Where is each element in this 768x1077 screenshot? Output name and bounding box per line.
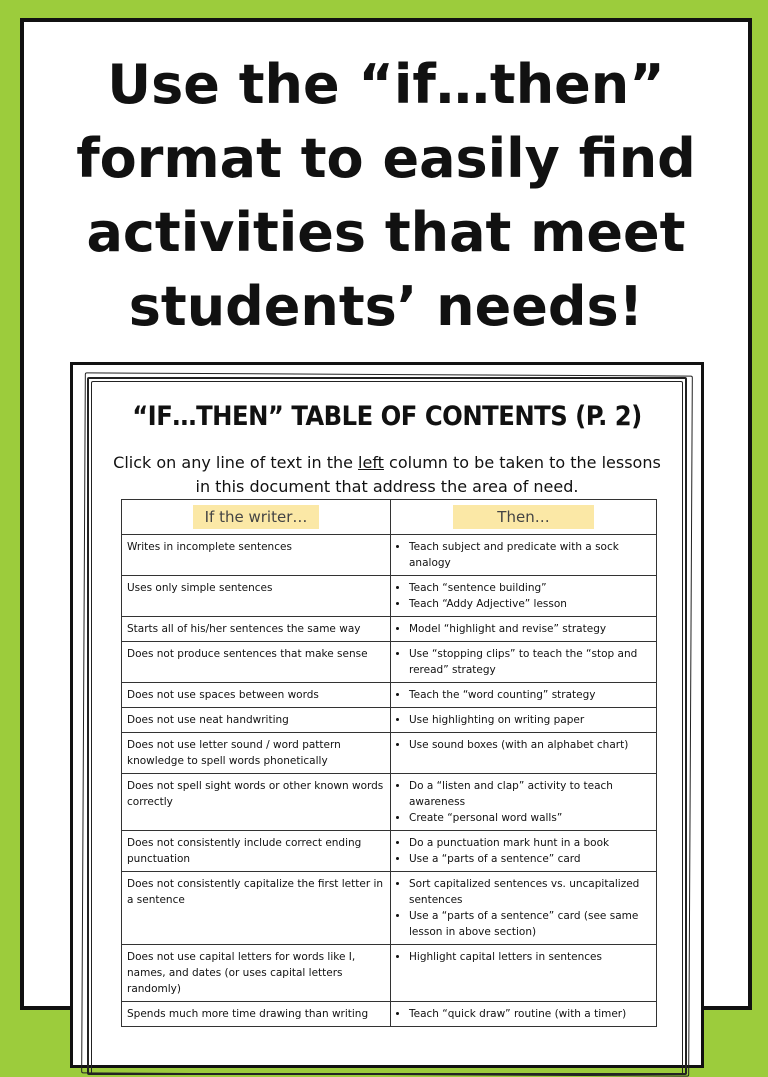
then-item: • Use sound boxes (with an alphabet chart)	[409, 737, 651, 753]
table-row	[122, 831, 657, 872]
if-cell-link[interactable]: Does not consistently capitalize the first letter in a sentence	[122, 872, 391, 945]
if-cell-link[interactable]: Does not use capital letters for words like I, names, and dates (or uses capital letters randomly)	[122, 945, 391, 1002]
then-list	[396, 712, 651, 728]
table-row	[122, 617, 657, 642]
if-cell-link[interactable]: Does not use neat handwriting	[122, 708, 391, 733]
then-cell	[391, 945, 657, 1002]
table-row	[122, 1002, 657, 1027]
then-cell	[391, 831, 657, 872]
table-body	[122, 535, 657, 1027]
headline-line-4: students’ needs!	[128, 275, 644, 338]
then-list	[396, 1006, 651, 1022]
then-item: • Do a “listen and clap” activity to teach awareness	[409, 778, 651, 810]
headline-line-3: activities that meet	[86, 201, 686, 264]
table-row	[122, 872, 657, 945]
table-row	[122, 708, 657, 733]
then-list	[396, 778, 651, 826]
then-cell	[391, 1002, 657, 1027]
if-cell-link[interactable]: Does not use spaces between words	[122, 683, 391, 708]
then-list	[396, 949, 651, 965]
table-row	[122, 774, 657, 831]
headline-line-2: format to easily find	[76, 127, 696, 190]
header-label: If the writer…	[193, 505, 320, 529]
if-cell-link[interactable]: Does not spell sight words or other known words correctly	[122, 774, 391, 831]
then-cell	[391, 683, 657, 708]
header-label: Then…	[453, 505, 593, 529]
document-title: “IF…THEN” TABLE OF CONTENTS (P. 2)	[132, 401, 642, 432]
table-header-row	[122, 500, 657, 535]
if-cell-link[interactable]: Uses only simple sentences	[122, 576, 391, 617]
then-list	[396, 876, 651, 940]
then-list	[396, 539, 651, 571]
if-then-table	[121, 499, 657, 1027]
then-item: • Highlight capital letters in sentences	[409, 949, 651, 965]
then-item: • Use a “parts of a sentence” card	[409, 851, 651, 867]
if-cell-link[interactable]: Starts all of his/her sentences the same way	[122, 617, 391, 642]
subtitle-text: Click on any line of text in the	[113, 453, 359, 472]
then-item: • Teach “quick draw” routine (with a timer)	[409, 1006, 651, 1022]
subtitle-text: column to be taken to the lessons in this document that address the area of need.	[195, 453, 661, 496]
document-subtitle	[113, 451, 661, 499]
then-cell	[391, 576, 657, 617]
then-cell	[391, 535, 657, 576]
subtitle-left-word: left	[358, 453, 384, 472]
then-list	[396, 646, 651, 678]
then-cell	[391, 617, 657, 642]
then-item: • Teach subject and predicate with a sock analogy	[409, 539, 651, 571]
content-panel	[20, 18, 752, 1020]
then-list	[396, 835, 651, 867]
then-item: • Teach “Addy Adjective” lesson	[409, 596, 651, 612]
if-cell-link[interactable]: Does not produce sentences that make sense	[122, 642, 391, 683]
headline	[24, 48, 748, 344]
table-row	[122, 576, 657, 617]
then-item: • Use “stopping clips” to teach the “stop and reread” strategy	[409, 646, 651, 678]
then-item: • Use a “parts of a sentence” card (see same lesson in above section)	[409, 908, 651, 940]
headline-line-1: Use the “if…then”	[107, 53, 665, 116]
then-cell	[391, 872, 657, 945]
then-item: • Create “personal word walls”	[409, 810, 651, 826]
column-header-then	[391, 500, 657, 535]
then-item: • Use highlighting on writing paper	[409, 712, 651, 728]
then-item: • Teach “sentence building”	[409, 580, 651, 596]
then-item: • Model “highlight and revise” strategy	[409, 621, 651, 637]
then-cell	[391, 708, 657, 733]
table-row	[122, 642, 657, 683]
column-header-if	[122, 500, 391, 535]
then-cell	[391, 774, 657, 831]
if-cell-link[interactable]: Does not use letter sound / word pattern knowledge to spell words phonetically	[122, 733, 391, 774]
if-cell-link[interactable]: Does not consistently include correct ending punctuation	[122, 831, 391, 872]
then-list	[396, 687, 651, 703]
then-item: • Do a punctuation mark hunt in a book	[409, 835, 651, 851]
if-cell-link[interactable]: Spends much more time drawing than writing	[122, 1002, 391, 1027]
if-cell-link[interactable]: Writes in incomplete sentences	[122, 535, 391, 576]
then-item: • Sort capitalized sentences vs. uncapitalized sentences	[409, 876, 651, 908]
then-list	[396, 737, 651, 753]
then-list	[396, 621, 651, 637]
table-row	[122, 733, 657, 774]
then-cell	[391, 733, 657, 774]
document-preview	[70, 362, 704, 1068]
then-list	[396, 580, 651, 612]
table-row	[122, 535, 657, 576]
then-cell	[391, 642, 657, 683]
table-row	[122, 945, 657, 1002]
table-row	[122, 683, 657, 708]
then-item: • Teach the “word counting” strategy	[409, 687, 651, 703]
